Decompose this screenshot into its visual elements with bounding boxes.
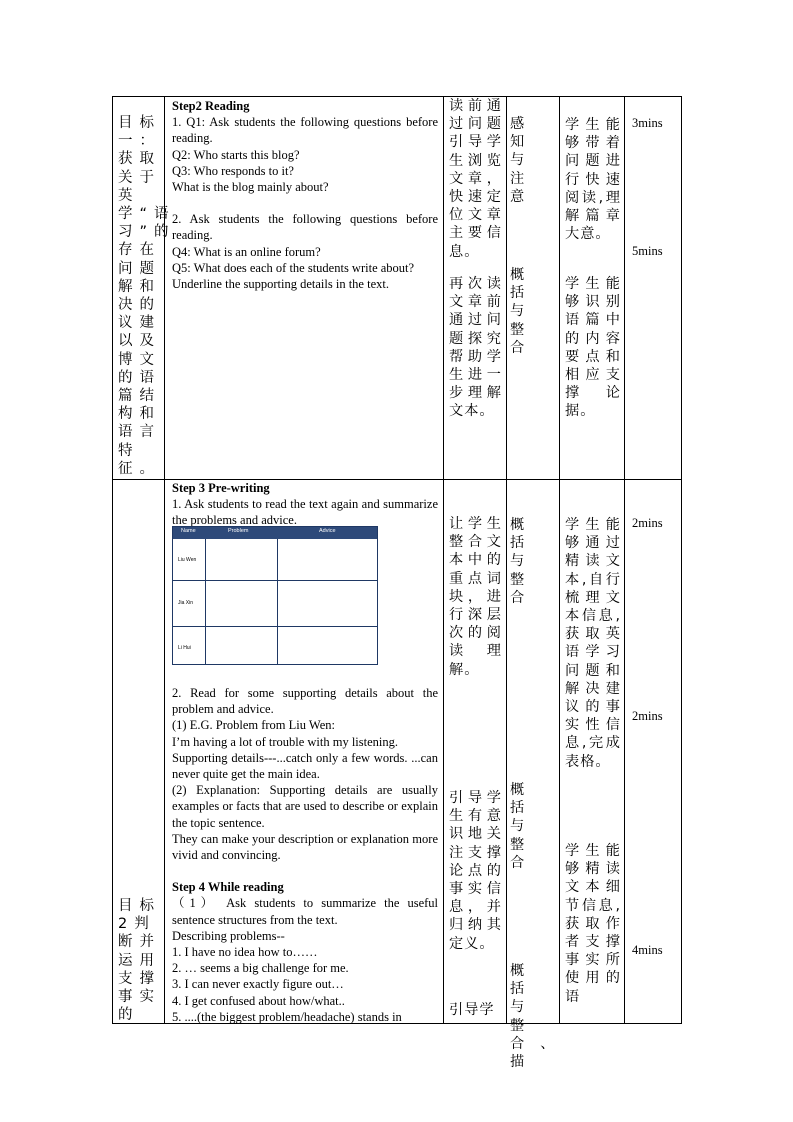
activity-line: 2. … seems a big challenge for me.: [172, 961, 349, 976]
row1-time-a: 3mins: [632, 116, 663, 130]
activity-line: I’m having a lot of trouble with my listening.: [172, 734, 399, 749]
step4-title: Step 4 While reading: [172, 880, 284, 895]
activity-line: Q5: What does each of the students write about?: [172, 260, 415, 275]
row1-activity-cell: [172, 98, 438, 478]
col-divider: [559, 97, 560, 1023]
activity-line: Supporting details---...catch only a few words. ...can never quite get the main idea.: [172, 750, 438, 782]
mini-table-header: [173, 527, 377, 539]
row1-ability-a: 感知与注意: [510, 116, 541, 205]
activity-line: 4. I get confused about how/what..: [172, 993, 345, 1008]
mini-row-name: Liu Wen: [178, 557, 197, 563]
row2-activity-top: [172, 480, 438, 526]
problem-advice-table: [172, 526, 378, 665]
activity-line: 2. Ask students the following questions before reading.: [172, 212, 438, 243]
row2-purpose-c: 引导学: [449, 1002, 495, 1018]
row2-effect-a: 学生能够通过精读文本,自行梳理文本信息,获取英语学习问题和解决建议的事实性信息,完成表格。: [565, 517, 621, 770]
step3-title: Step 3 Pre-writing: [172, 481, 270, 495]
row2-ability-c: 概括与整合、描: [510, 963, 571, 1071]
activity-line: 1. Ask students to read the text again and summarize the problems and advice.: [172, 497, 438, 528]
activity-line: （1） Ask students to summarize the useful sentence structures from the text.: [172, 896, 438, 927]
activity-line: Q3: Who responds to it?: [172, 163, 294, 178]
activity-line: 2. Read for some supporting details about the problem and advice.: [172, 686, 438, 717]
activity-line: 3. I can never exactly figure out…: [172, 977, 344, 992]
activity-line: They can make your description or explanation more vivid and convincing.: [172, 831, 438, 863]
row2-time-c: 4mins: [632, 943, 663, 957]
row2-goal-cell: 目标2判断并运用支撑事实的: [118, 898, 161, 1024]
col-divider: [506, 97, 507, 1023]
row2-ability-b: 概括与整合: [510, 782, 541, 871]
activity-line: What is the blog mainly about?: [172, 180, 329, 195]
mini-header-advice: Advice: [319, 528, 336, 534]
row2-activity-bottom: [172, 685, 438, 1023]
row2-time-a: 2mins: [632, 516, 663, 530]
row1-goal-cell: 目标一：获取关于英学“语习”的存在问题解和决的议建以及博文的语篇结构和语言特征。: [118, 115, 176, 477]
row1-purpose-b: 再次读文章前通过问题探究帮助学生进一步理解文本。: [449, 276, 502, 420]
activity-line: Underline the supporting details in the text.: [172, 277, 389, 292]
row2-time-b: 2mins: [632, 709, 663, 723]
row1-effect-a: 学生能够带着问题进行快速阅读,理解篇章大意。: [565, 117, 621, 243]
row1-ability-b: 概括与整合: [510, 267, 541, 356]
activity-line: 5. ....(the biggest problem/headache) stands in: [172, 1009, 402, 1024]
mini-header-name: Name: [181, 528, 196, 534]
activity-line: (2) Explanation: Supporting details are usually examples or facts that are used to describe or explain the topic sentence.: [172, 783, 438, 830]
activity-line: Describing problems--: [172, 928, 285, 943]
row2-ability-a: 概括与整合: [510, 517, 541, 606]
row1-purpose-a: 读前通过问题引导学生浏览文章，快速定位文章主要信息。: [449, 98, 502, 260]
row2-purpose-a: 让学生整合文本中的重点词块，进行深层次的阅读理解。: [449, 516, 502, 678]
mini-row-name: Li Hui: [178, 645, 191, 651]
col-divider: [624, 97, 625, 1023]
activity-line: Q4: What is an online forum?: [172, 244, 321, 259]
row1-effect-b: 学生能够识别语篇中的内容要点和相应支撑论据。: [565, 276, 621, 420]
activity-line: (1) E.G. Problem from Liu Wen:: [172, 718, 335, 733]
activity-line: Q2: Who starts this blog?: [172, 147, 300, 162]
step2-title: Step2 Reading: [172, 99, 250, 113]
col-divider: [443, 97, 444, 1023]
activity-line: 1. I have no idea how to……: [172, 945, 318, 960]
mini-row-name: Jia Xin: [178, 600, 194, 606]
row2-effect-b: 学生能够精读文本细节信息,获取作者支撑事实所使用的语: [565, 843, 621, 1005]
row1-time-b: 5mins: [632, 244, 663, 258]
row2-purpose-b: 引导学生有意识地关注支撑论点的事实信息，并归纳其定义。: [449, 790, 502, 952]
activity-line: 1. Q1: Ask students the following questions before reading.: [172, 115, 438, 146]
mini-header-problem: Problem: [228, 528, 249, 534]
